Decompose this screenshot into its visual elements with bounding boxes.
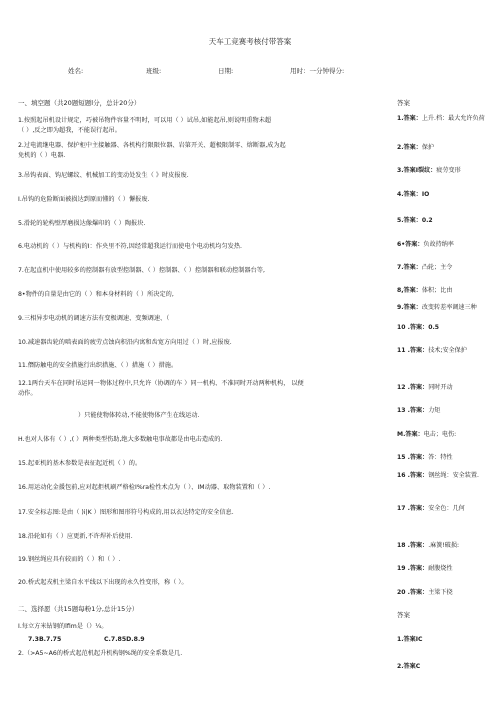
answer-14: M.答案：电击；电伤: <box>397 431 457 438</box>
answer-15: 15 .答案：答：特性 <box>397 454 453 461</box>
question-9: 9.三相异步电动机的调速方法有变极调速、变频调速、（ <box>18 315 170 322</box>
question-10: 10.减速器齿轮的啮表面的疲劳点蚀向积沿内寓和齿宽方向用过（ ）时,应报废. <box>18 339 232 346</box>
section-choice-heading: 二、选择愿（共15题每粉1分,总计15分） <box>18 605 139 613</box>
answer-13: 13 .答案：力矩 <box>397 407 441 414</box>
choice-answer-2: 2.答案C <box>397 663 421 670</box>
question-5: 5.滑轮的轮构壁厚磨损达像爆印的（ ）陶报块. <box>18 220 146 227</box>
question-11: 11.僭防触电的安全措施行出织措施、（ ）措施（ ）措施。 <box>18 362 178 369</box>
question-8: 8•物件的自量是由它的（ ）和本身材料的（ ）所决定的, <box>18 291 174 298</box>
section-fill-in-heading: 一、填空题（共20题短题l分，总计20分） <box>18 99 141 107</box>
answer-3: 3.答案I裂纹：疲劳变形 <box>397 167 461 174</box>
answer-20: 20 .答案：主梁下挠 <box>397 589 453 596</box>
time-score-label: 用时：一分钟得分: <box>290 67 345 75</box>
question-1-line-2: （ ）,反之即为超我，不能误行起吊。 <box>18 127 121 134</box>
answer-6: 6•答案：负故持纳率 <box>397 241 454 248</box>
answer-9: 9.答案：改变转差率调速三种 <box>397 304 477 311</box>
answer-18: 18 .答案：.麻簧!破损: <box>397 542 460 549</box>
answer-10: 10 .答案：0.5 <box>397 324 439 331</box>
question-1 <box>18 116 383 136</box>
answer-17: 17 .答案：安全色：几何 <box>397 505 465 512</box>
question-17: 18.沿轮如有（ ）应更新,不许焊补后使用. <box>18 533 133 540</box>
answer-5: 5.答案：0.2 <box>397 217 433 224</box>
choice-answer-1: 1.答案IC <box>397 636 423 643</box>
question-7: 7.在起直机中使用较多的控制器有放型控制器、（ ）控制器、（ ）控制器和联动控制器台等, <box>18 267 265 274</box>
question-12 <box>18 379 383 399</box>
question-15: 16.用运动化金援包前,应对起拒机刷严格检I%ra检性术点为（ ）、IM动器、取物装置和（ ）. <box>18 484 271 491</box>
class-label: 班级: <box>146 67 162 75</box>
question-6: 6.电动机的（ ）与机构的I：作央里不符,因经常超我运行而使电个电动机均匀发热. <box>18 243 243 250</box>
answer-heading-2: 答案 <box>397 611 410 619</box>
question-2 <box>18 141 383 161</box>
answer-2: 2.答案：保护 <box>397 144 435 151</box>
question-19: 20.桥式起戎机主梁自水平线以下出现的永久性变形，称（ ）。 <box>18 579 188 586</box>
choice-1-options-cd: C.7.85D.8.9 <box>104 636 145 643</box>
question-12-line-2: 动作。 <box>18 390 37 397</box>
question-12-continued: ）只能使物体转动,不能使物体产生在线运动. <box>78 412 200 419</box>
page-title: 天车工竞赛考核付带答案 <box>208 37 292 46</box>
answer-12: 12 .答案：同时开动 <box>397 384 453 391</box>
answer-7: 7.答案：凸轮；主令 <box>397 264 453 271</box>
answer-4: 4.答案：IO <box>397 191 430 198</box>
choice-1-options-ab: 7.3B.7.75 <box>28 636 62 643</box>
name-label: 姓名: <box>68 67 84 75</box>
choice-question-2: 2.（>A5~A6的桥式起范机起升机构钢%绳的安全系数是几. <box>18 650 183 657</box>
choice-question-1: I.每立方米钻钢的lfim是（）¼。 <box>18 623 108 630</box>
answer-11: 11 .答案：技术;安全保护 <box>397 347 467 354</box>
answer-heading-1: 答案 <box>397 99 410 107</box>
question-2-line-1: 2.过电流继电器、保护柜中主接触器、各机构行限限位器、岩第开关、超极限制零、熔断器,成为起 <box>18 142 286 149</box>
question-14: 15.起亚机的基木参数是表征起近机（ ）的。 <box>18 460 142 467</box>
question-1-line-1: 1.按照起吊机设计规定，巧被吊物件容量不明时，可以用（ ）试吊,如能起吊,则说明重物未超 <box>18 117 272 124</box>
question-16: 17.安全标志图:是由（ )i|K ）图形和图形符号构成的,用以衣达特定的安全信息. <box>18 509 234 516</box>
question-4: I.吊钩的危险断面被损达到原而懂的（ ）懈报废. <box>18 196 150 203</box>
answer-19: 19 .答案：耐腹烧性 <box>397 565 453 572</box>
date-label: 日期: <box>218 67 234 75</box>
question-18: 19.钢丝绳应具有较而的（ ）和（ ）. <box>18 556 121 563</box>
question-13: H.也对人体有（ ）,( ）两种类型伤助,绝大多数触电事故都是由电击造成的. <box>18 436 223 443</box>
answer-16: 16 .答案：钢丝绳：安全装置. <box>397 472 479 479</box>
answer-1: 1.答案：上升.档：最大允许负荷 <box>397 115 485 122</box>
answer-8: 8,答案：体积；比由 <box>397 287 453 294</box>
question-12-line-1: 12.1两台天车在同时吊运同一物体过程中,只允许（协调的车 ）同一机构、不准同时开动两种机构， 以便 <box>18 380 304 387</box>
question-3: 3.吊钩表面、钩尼螺纹、机械加工的变动处发生（ 》时皮报废. <box>18 172 189 179</box>
question-2-line-2: 免机的（ ）电器. <box>18 152 66 159</box>
